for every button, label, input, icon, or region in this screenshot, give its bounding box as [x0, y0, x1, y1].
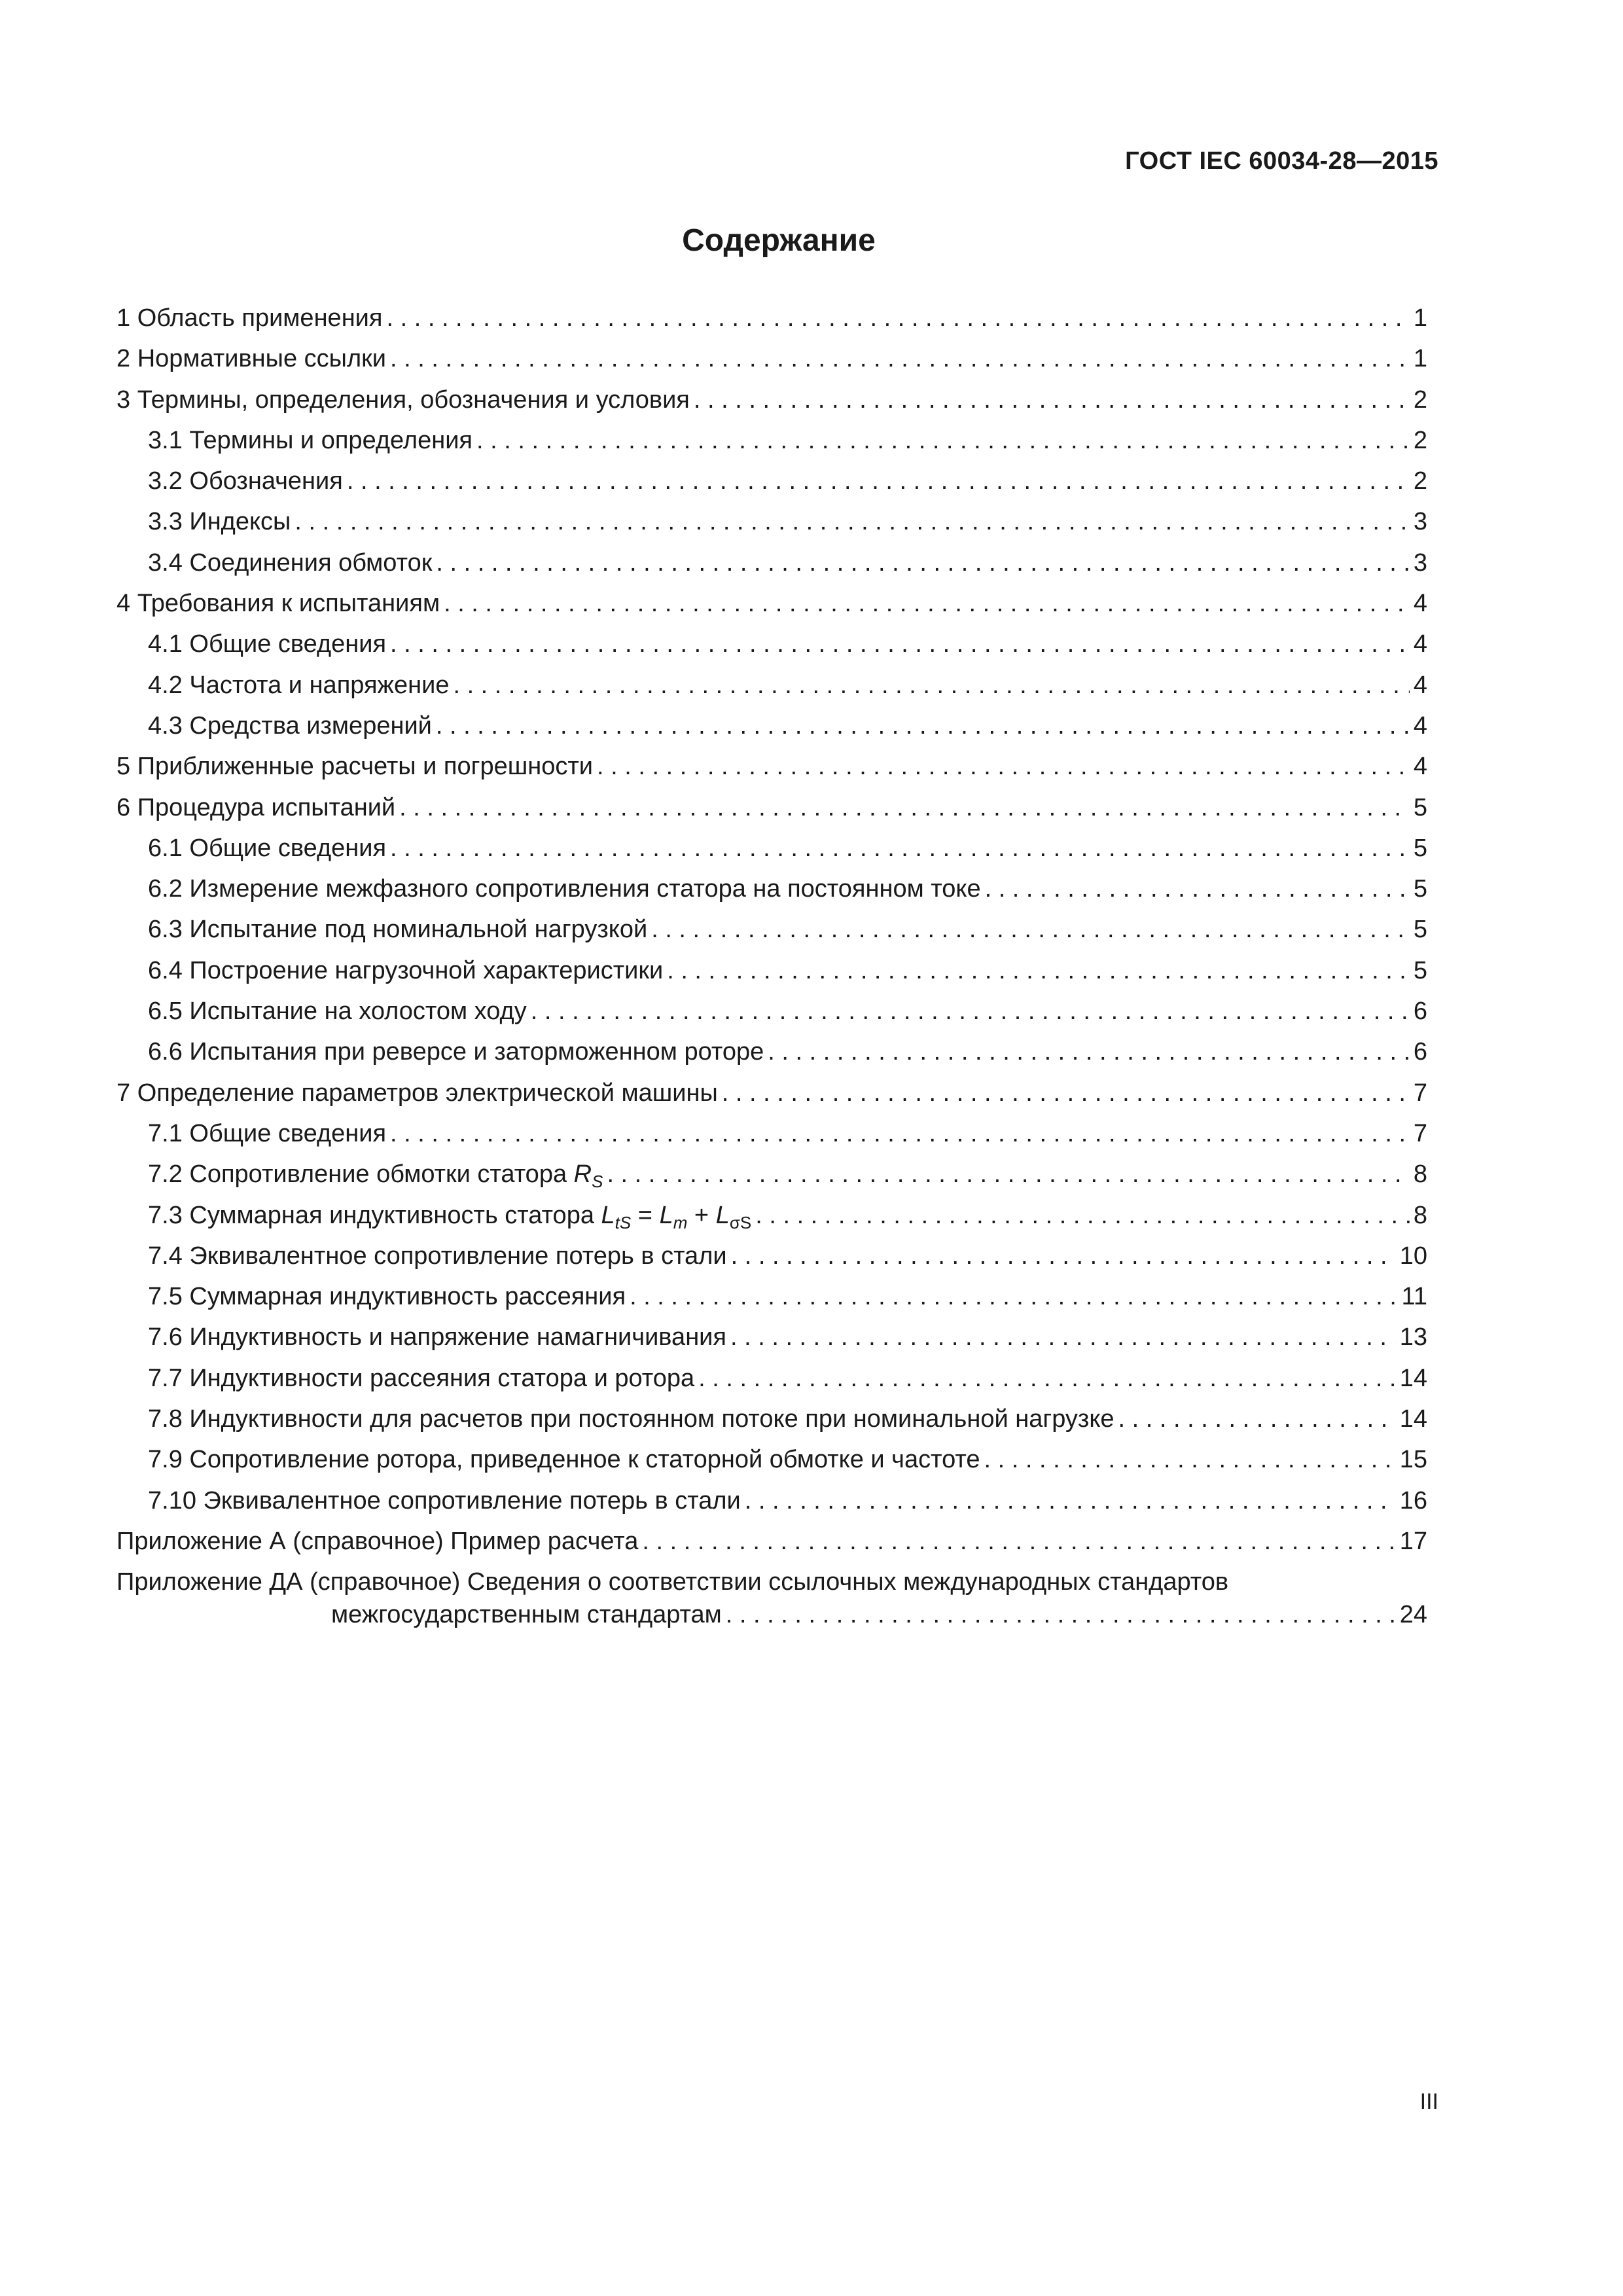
toc-entry-page: 5: [1413, 793, 1427, 821]
toc-entry[interactable]: [116, 1521, 1427, 1562]
toc-entry-label: 4.2 Частота и напряжение: [148, 671, 450, 699]
toc-entry[interactable]: [116, 1113, 1427, 1154]
toc-entry-label: Приложение ДА (справочное) Сведения о соответствии ссылочных международных стандартов: [116, 1568, 1229, 1596]
toc-entry-page: 3: [1413, 508, 1427, 536]
toc-entry-page: 5: [1413, 916, 1427, 944]
toc-entry-label: 7.4 Эквивалентное сопротивление потерь в стали: [148, 1242, 727, 1270]
toc-entry[interactable]: [116, 1358, 1427, 1399]
dot-leader: [531, 991, 1410, 1031]
toc-entry-page: 3: [1413, 548, 1427, 577]
dot-leader: [730, 1317, 1396, 1357]
toc-entry-page: 8: [1413, 1201, 1427, 1229]
toc-entry[interactable]: [116, 950, 1427, 991]
toc-entry-page: 1: [1413, 345, 1427, 373]
toc-entry[interactable]: [116, 665, 1427, 706]
toc-entry-label: 7.3 Суммарная индуктивность статора $L_{tS} = L_m + L_{\sigma S}$: [148, 1201, 752, 1232]
toc-entry-page: 4: [1413, 711, 1427, 740]
toc-entry-label: 7.7 Индуктивности рассеяния статора и ротора: [148, 1364, 695, 1392]
toc-entry-page: 2: [1413, 467, 1427, 495]
page-title: Содержание: [682, 223, 876, 258]
toc-entry[interactable]: [116, 1399, 1427, 1439]
toc-entry-label: 6.5 Испытание на холостом ходу: [148, 997, 527, 1026]
toc-entry-label: 7.2 Сопротивление обмотки статора $R_S$: [148, 1160, 603, 1192]
page-number: III: [1419, 2089, 1438, 2114]
toc-entry-label: 7.6 Индуктивность и напряжение намагничивания: [148, 1323, 726, 1352]
toc-entry-page: 11: [1401, 1283, 1427, 1311]
toc-entry-label: 6.2 Измерение межфазного сопротивления статора на постоянном токе: [148, 875, 981, 903]
toc-entry-page: 8: [1413, 1160, 1427, 1189]
toc-entry[interactable]: [116, 338, 1427, 379]
dot-leader: [476, 420, 1410, 461]
toc-entry-page: 16: [1399, 1486, 1427, 1515]
toc-entry[interactable]: [116, 1480, 1427, 1521]
toc-entry-page: 6: [1413, 1038, 1427, 1066]
toc-entry[interactable]: [116, 1031, 1427, 1072]
toc-entry-label: 3.4 Соединения обмоток: [148, 548, 433, 577]
toc-entry-page: 13: [1399, 1323, 1427, 1352]
toc-entry[interactable]: [116, 461, 1427, 501]
toc-entry-label: 4.1 Общие сведения: [148, 630, 387, 658]
dot-leader: [651, 909, 1410, 950]
dot-leader: [694, 380, 1410, 420]
toc-entry[interactable]: [116, 583, 1427, 624]
toc-entry[interactable]: [116, 909, 1427, 950]
toc-entry-label: 3.2 Обозначения: [148, 467, 343, 495]
toc-entry-label: 5 Приближенные расчеты и погрешности: [116, 753, 593, 781]
dot-leader: [607, 1154, 1409, 1194]
toc-entry[interactable]: [116, 543, 1427, 583]
toc-entry-label: Приложение А (справочное) Пример расчета: [116, 1527, 639, 1555]
document-id: ГОСТ IEC 60034-28—2015: [1125, 147, 1438, 175]
dot-leader: [755, 1195, 1410, 1236]
toc-entry-page: 15: [1399, 1446, 1427, 1474]
toc-entry-page: 4: [1413, 671, 1427, 699]
toc-entry-label-continuation: межгосударственным стандартам: [331, 1601, 722, 1629]
toc-entry-label: 7.10 Эквивалентное сопротивление потерь в стали: [148, 1486, 741, 1515]
dot-leader: [399, 787, 1410, 828]
dot-leader: [698, 1358, 1396, 1399]
toc-entry[interactable]: [116, 1236, 1427, 1276]
toc-entry-label: 4.3 Средства измерений: [148, 711, 432, 740]
toc-entry-page: 4: [1413, 630, 1427, 658]
toc-entry[interactable]: [116, 1195, 1427, 1236]
toc-entry-label: 4 Требования к испытаниям: [116, 590, 440, 618]
toc-entry-label: 3 Термины, определения, обозначения и условия: [116, 386, 690, 414]
toc-entry-page: 10: [1399, 1242, 1427, 1270]
dot-leader: [436, 543, 1410, 583]
dot-leader: [984, 1439, 1396, 1480]
toc-entry[interactable]: [116, 706, 1427, 746]
dot-leader: [347, 461, 1410, 501]
dot-leader: [390, 624, 1410, 664]
dot-leader: [390, 338, 1410, 379]
toc-entry[interactable]: [116, 420, 1427, 461]
dot-leader: [444, 583, 1410, 624]
toc-entry[interactable]: [116, 380, 1427, 420]
toc-entry-page: 2: [1413, 386, 1427, 414]
toc-entry[interactable]: [116, 746, 1427, 787]
toc-entry-page: 17: [1399, 1527, 1427, 1555]
toc-entry-page: 2: [1413, 426, 1427, 454]
dot-leader: [453, 665, 1409, 706]
toc-entry-label: 7.8 Индуктивности для расчетов при постоянном потоке при номинальной нагрузке: [148, 1405, 1115, 1433]
toc-entry-label: 6.3 Испытание под номинальной нагрузкой: [148, 916, 648, 944]
dot-leader: [630, 1276, 1397, 1317]
toc-entry[interactable]: [116, 1276, 1427, 1317]
toc-entry[interactable]: [116, 991, 1427, 1031]
dot-leader: [745, 1480, 1396, 1521]
toc-entry-page: 14: [1399, 1364, 1427, 1392]
toc-entry-page: 6: [1413, 997, 1427, 1026]
toc-entry-page: 24: [1399, 1601, 1427, 1629]
toc-entry[interactable]: [116, 1154, 1427, 1194]
toc-entry-label: 6.6 Испытания при реверсе и заторможенном роторе: [148, 1038, 764, 1066]
toc-entry-label: 7.9 Сопротивление ротора, приведенное к статорной обмотке и частоте: [148, 1446, 980, 1474]
dot-leader: [726, 1598, 1396, 1631]
toc-entry-page: 5: [1413, 956, 1427, 984]
dot-leader: [667, 950, 1410, 991]
toc-entry-page: 7: [1413, 1119, 1427, 1147]
toc-entry-page: 14: [1399, 1405, 1427, 1433]
dot-leader: [722, 1073, 1410, 1113]
toc-entry[interactable]: [116, 624, 1427, 664]
dot-leader: [1118, 1399, 1396, 1439]
table-of-contents: [116, 298, 1427, 1631]
toc-entry-label: 6 Процедура испытаний: [116, 793, 396, 821]
toc-entry-page: 4: [1413, 753, 1427, 781]
dot-leader: [768, 1031, 1410, 1072]
toc-entry[interactable]: [116, 1317, 1427, 1357]
dot-leader: [386, 298, 1409, 338]
toc-entry-page: 5: [1413, 834, 1427, 862]
dot-leader: [390, 1113, 1410, 1154]
toc-entry-page: 5: [1413, 875, 1427, 903]
toc-entry[interactable]: [116, 828, 1427, 869]
toc-entry-label: 3.3 Индексы: [148, 508, 291, 536]
toc-entry[interactable]: [116, 869, 1427, 909]
toc-entry-appendix-da[interactable]: [116, 1566, 1427, 1631]
toc-entry-label: 3.1 Термины и определения: [148, 426, 473, 454]
toc-entry-label: 6.1 Общие сведения: [148, 834, 387, 862]
dot-leader: [985, 869, 1410, 909]
dot-leader: [294, 501, 1410, 542]
toc-entry-page: 7: [1413, 1079, 1427, 1107]
toc-entry[interactable]: [116, 787, 1427, 828]
toc-entry-label: 7 Определение параметров электрической машины: [116, 1079, 718, 1107]
toc-entry-label: 7.5 Суммарная индуктивность рассеяния: [148, 1283, 626, 1311]
dot-leader: [597, 746, 1410, 787]
toc-entry-label: 7.1 Общие сведения: [148, 1119, 387, 1147]
toc-entry[interactable]: [116, 1439, 1427, 1480]
toc-entry[interactable]: [116, 501, 1427, 542]
dot-leader: [390, 828, 1410, 869]
dot-leader: [642, 1521, 1395, 1562]
toc-entry-label: 6.4 Построение нагрузочной характеристики: [148, 956, 664, 984]
dot-leader: [731, 1236, 1396, 1276]
dot-leader: [436, 706, 1410, 746]
toc-entry[interactable]: [116, 1073, 1427, 1113]
toc-entry-label: 2 Нормативные ссылки: [116, 345, 386, 373]
toc-entry[interactable]: [116, 298, 1427, 338]
toc-entry-label: 1 Область применения: [116, 304, 383, 332]
toc-entry-page: 4: [1413, 590, 1427, 618]
toc-entry-page: 1: [1413, 304, 1427, 332]
